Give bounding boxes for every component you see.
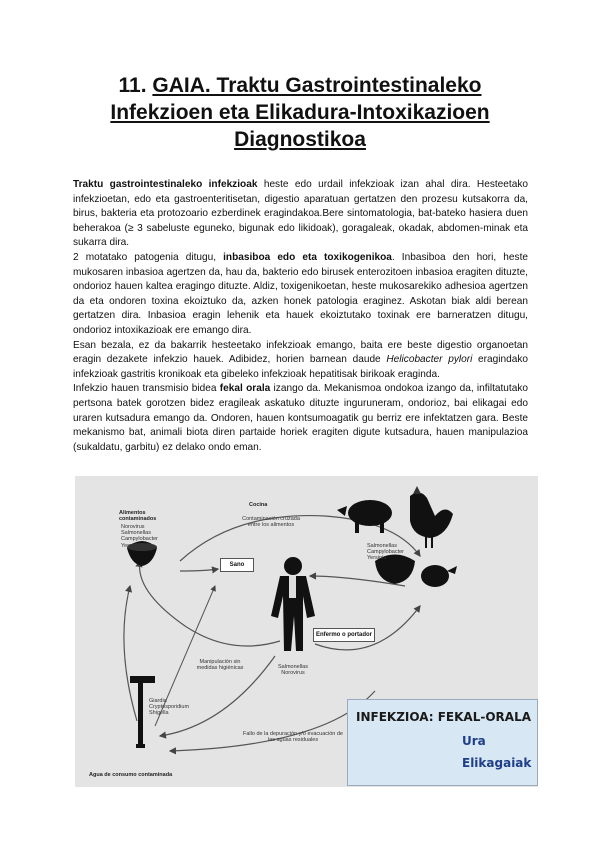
pathogen-item: Salmonellas [367,543,397,549]
enfermo-box: Enfermo o portador [313,628,375,642]
pathogen-item: Campylobacter [367,549,404,556]
alimentos-list [121,524,166,549]
pathogen-item: Shigella [149,710,169,717]
arrow-manipulacion [140,561,280,646]
elikagaiak-label: Elikagaiak [462,756,532,770]
italic-term: Helicobacter pylori [386,354,473,366]
arrow-water-to-food [124,586,137,721]
fallo-depuracion-label: Fallo de la depuración y/o evacuación de las aguas residuales [243,731,343,744]
infekzioa-title: INFEKZIOA: FEKAL-ORALA [356,710,532,724]
sano-box: Sano [220,558,254,572]
body-text [73,178,528,455]
paragraph-text: eragindako infekzioak gastritis kronikoak eta gibeleko infekzioak hepatitisak birikoak eraginda. [73,354,528,380]
salmonellas-norovirus-label: Salmonellas Norovirus [278,664,308,677]
paragraph-text: heste edo urdail infekzioak izan ahal dira. Hesteetako infekzioetan, edo eta gastroenteritisetan, digestio aparatuan gertatzen den prozesu kutsakorra da, birus, bakteria eta protozoario ezberdinek eragindakoa.Bere sintomatologia, bat-bateko hasiera duen beherakoa (≥ 3 sabeluste eguneko, bigunak edo likidoak), goragaleak, okadak, abdomen-minak eta sukarra dira. [73,179,528,249]
pathogen-item: Yersinia [367,555,387,562]
paragraph-text: Infekzio hauen transmisio bidea [73,383,220,395]
paragraph-text: 2 motatako patogenia ditugu, [73,251,224,263]
cocina-label: Cocina [249,502,268,508]
bold-term: Traktu gastrointestinaleko infekzioak [73,179,258,190]
rooster-icon [410,486,453,548]
paragraph-4 [73,382,528,455]
pathogen-item: Salmonellas [121,530,151,537]
infekzioa-box [347,699,538,786]
title-line-1: GAIA. Traktu Gastrointestinaleko [152,74,482,97]
paragraph-text: izango da. Mekanismoa ondokoa izango da, infiltatutako pertsona batek gorotzen bidez eragileak askatuko dituzte inguruneram, ondorioz, bai elikagai edo uraren kutsadura emango da. Ondoren, hauen kontsumoagatik gu berriz ere infektatzen gara. Beste mekanismo bat, animali biota diren partaide horiek eragiten digute kutsadura, hauen manipulazioa (sukaldatu, garbitu) ez delako ondo eman. [73,383,528,453]
title-line-2: Infekzioen eta Elikadura-Intoxikazioen [110,101,490,124]
paragraph-3 [73,339,528,383]
transmission-diagram [75,476,538,787]
pathogen-item: Cryptosporidium [149,704,190,711]
paragraph-1 [73,178,528,251]
chicken-icon [421,565,457,587]
bold-term: inbasiboa edo eta toxikogenikoa [223,251,392,263]
arrow-to-sano [180,569,218,571]
page-title [60,72,540,153]
ura-label: Ura [462,734,486,748]
title-number: 11. [118,74,147,97]
agua-label: Agua de consumo contaminada [89,772,173,778]
water-pathogen-list [149,698,194,717]
pathogen-item: Giardia [149,698,167,704]
pathogen-item: Yersinia [121,542,141,549]
manipulacion-label: Manipulación sin medidas higiénicas [196,659,244,672]
paragraph-text: Esan bezala, ez da bakarrik hesteetako infekzioak emango, baita ere beste digestio organoetan eragin dezakete infekzio hauek. Adibidez, horien barnean daude [73,339,528,366]
pathogen-item: Norovirus [121,524,145,530]
pig-icon [337,500,392,533]
paragraph-text: . Inbasiboa den hori, heste mukosaren inbasioa agertzen da, hau da, bakterio edo birusek enterozitoen inbasioa eragiten dituzte, ondorioz hauen kaltea eragingo dituzte. Aldiz, toxigenikoetan, heste mukosarekiko adhesioa agertzen da eta ondoren toxina ekoiztuko da, azken honek patologia eraginez. Askotan biak aldi berean gertatzen dira. Inbasioa eragin lehenik eta hauek ekoiztutako toxinak ere barneratzen ditugu, ondorioz intoxikazioak ere emango dira. [73,251,528,336]
contaminacion-label: Contaminación cruzada entre los alimentos [242,516,300,529]
pathogen-item: Campylobacter [121,536,158,543]
bold-term: fekal orala [219,383,271,395]
animal-pathogen-list [367,543,409,562]
alimentos-label: Alimentos contaminados [119,510,157,523]
person-icon [271,557,315,651]
paragraph-2 [73,251,528,339]
title-line-3: Diagnostikoa [234,128,366,151]
